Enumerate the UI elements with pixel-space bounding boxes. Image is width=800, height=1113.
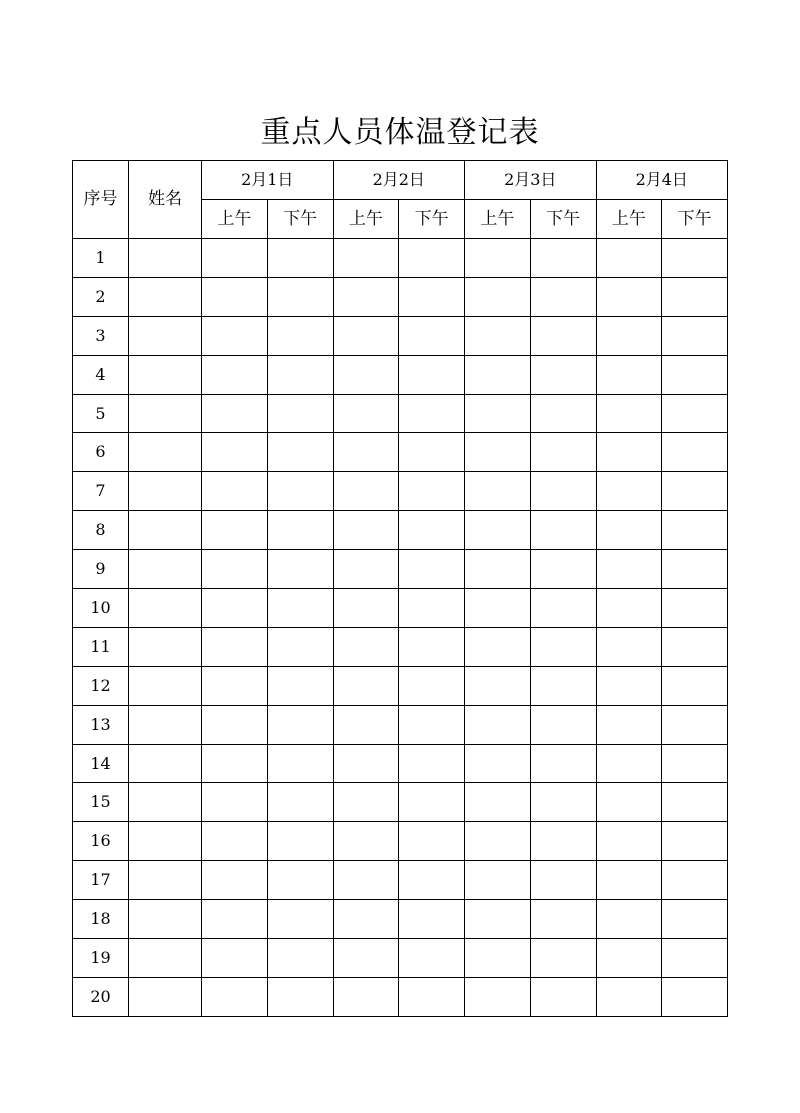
header-name: 姓名 xyxy=(129,161,202,239)
temp-cell-day3-am[interactable] xyxy=(465,277,531,316)
row-seq: 19 xyxy=(73,939,129,978)
temp-cell-day1-am[interactable] xyxy=(202,511,268,550)
temp-cell-day2-am[interactable] xyxy=(333,900,399,939)
temp-cell-day4-pm[interactable] xyxy=(662,861,728,900)
temp-cell-day1-am[interactable] xyxy=(202,589,268,628)
temp-cell-day2-am[interactable] xyxy=(333,433,399,472)
temp-cell-day3-am[interactable] xyxy=(465,394,531,433)
table-row xyxy=(73,472,728,511)
temp-cell-day1-am[interactable] xyxy=(202,355,268,394)
temp-cell-day1-am[interactable] xyxy=(202,316,268,355)
temp-cell-day2-am[interactable] xyxy=(333,939,399,978)
temp-cell-day2-pm[interactable] xyxy=(399,394,465,433)
temp-cell-day2-am[interactable] xyxy=(333,589,399,628)
temp-cell-day1-pm[interactable] xyxy=(267,472,333,511)
temp-cell-day4-pm[interactable] xyxy=(662,627,728,666)
temp-cell-day2-am[interactable] xyxy=(333,511,399,550)
name-cell[interactable] xyxy=(129,666,202,705)
temp-cell-day2-am[interactable] xyxy=(333,355,399,394)
temp-cell-day4-am[interactable] xyxy=(596,900,662,939)
table-row xyxy=(73,861,728,900)
temp-cell-day4-pm[interactable] xyxy=(662,472,728,511)
row-seq: 16 xyxy=(73,822,129,861)
temp-cell-day4-am[interactable] xyxy=(596,472,662,511)
header-row-dates xyxy=(73,161,728,200)
temp-cell-day2-pm[interactable] xyxy=(399,239,465,278)
row-seq: 15 xyxy=(73,783,129,822)
temp-cell-day2-pm[interactable] xyxy=(399,705,465,744)
row-seq: 13 xyxy=(73,705,129,744)
temp-cell-day4-pm[interactable] xyxy=(662,705,728,744)
temp-cell-day3-pm[interactable] xyxy=(530,239,596,278)
table-row xyxy=(73,277,728,316)
header-pm: 下午 xyxy=(399,200,465,239)
row-seq: 10 xyxy=(73,589,129,628)
temp-cell-day3-am[interactable] xyxy=(465,627,531,666)
temp-cell-day4-am[interactable] xyxy=(596,433,662,472)
temp-cell-day1-pm[interactable] xyxy=(267,977,333,1016)
temp-cell-day4-am[interactable] xyxy=(596,939,662,978)
row-seq: 9 xyxy=(73,550,129,589)
temp-cell-day3-pm[interactable] xyxy=(530,666,596,705)
temp-cell-day1-pm[interactable] xyxy=(267,394,333,433)
temp-cell-day2-am[interactable] xyxy=(333,394,399,433)
row-seq: 11 xyxy=(73,627,129,666)
temp-cell-day1-pm[interactable] xyxy=(267,355,333,394)
temp-cell-day3-pm[interactable] xyxy=(530,705,596,744)
temp-cell-day2-am[interactable] xyxy=(333,822,399,861)
temp-cell-day4-am[interactable] xyxy=(596,666,662,705)
name-cell[interactable] xyxy=(129,511,202,550)
temp-cell-day4-am[interactable] xyxy=(596,239,662,278)
name-cell[interactable] xyxy=(129,861,202,900)
name-cell[interactable] xyxy=(129,822,202,861)
temp-cell-day4-pm[interactable] xyxy=(662,744,728,783)
temp-cell-day2-pm[interactable] xyxy=(399,355,465,394)
temp-cell-day1-pm[interactable] xyxy=(267,277,333,316)
temp-cell-day3-am[interactable] xyxy=(465,355,531,394)
header-date-1: 2月1日 xyxy=(202,161,334,200)
temp-cell-day2-pm[interactable] xyxy=(399,627,465,666)
header-am: 上午 xyxy=(596,200,662,239)
row-seq: 18 xyxy=(73,900,129,939)
temp-cell-day4-am[interactable] xyxy=(596,977,662,1016)
temp-cell-day4-pm[interactable] xyxy=(662,239,728,278)
table-row xyxy=(73,666,728,705)
temp-cell-day2-pm[interactable] xyxy=(399,472,465,511)
table-row xyxy=(73,550,728,589)
name-cell[interactable] xyxy=(129,589,202,628)
table-row xyxy=(73,316,728,355)
name-cell[interactable] xyxy=(129,939,202,978)
temp-cell-day4-am[interactable] xyxy=(596,511,662,550)
temp-cell-day1-pm[interactable] xyxy=(267,433,333,472)
temp-cell-day4-pm[interactable] xyxy=(662,666,728,705)
header-pm: 下午 xyxy=(530,200,596,239)
temp-cell-day2-pm[interactable] xyxy=(399,822,465,861)
temp-cell-day3-pm[interactable] xyxy=(530,861,596,900)
temp-cell-day1-am[interactable] xyxy=(202,744,268,783)
table-row xyxy=(73,939,728,978)
temp-cell-day4-pm[interactable] xyxy=(662,977,728,1016)
table-row xyxy=(73,511,728,550)
temp-cell-day2-am[interactable] xyxy=(333,550,399,589)
temp-cell-day4-am[interactable] xyxy=(596,861,662,900)
temp-cell-day2-pm[interactable] xyxy=(399,744,465,783)
temp-cell-day1-am[interactable] xyxy=(202,900,268,939)
temp-cell-day3-pm[interactable] xyxy=(530,627,596,666)
header-am: 上午 xyxy=(333,200,399,239)
temp-cell-day4-am[interactable] xyxy=(596,822,662,861)
temp-cell-day1-pm[interactable] xyxy=(267,316,333,355)
temp-cell-day3-pm[interactable] xyxy=(530,355,596,394)
temp-cell-day1-am[interactable] xyxy=(202,394,268,433)
temp-cell-day1-am[interactable] xyxy=(202,550,268,589)
name-cell[interactable] xyxy=(129,550,202,589)
temp-cell-day3-am[interactable] xyxy=(465,822,531,861)
table-row xyxy=(73,822,728,861)
temp-cell-day1-am[interactable] xyxy=(202,627,268,666)
temp-cell-day1-am[interactable] xyxy=(202,705,268,744)
name-cell[interactable] xyxy=(129,783,202,822)
temp-cell-day1-pm[interactable] xyxy=(267,627,333,666)
temp-cell-day4-am[interactable] xyxy=(596,355,662,394)
row-seq: 8 xyxy=(73,511,129,550)
temp-cell-day2-am[interactable] xyxy=(333,239,399,278)
row-seq: 20 xyxy=(73,977,129,1016)
temp-cell-day3-am[interactable] xyxy=(465,861,531,900)
temp-cell-day1-am[interactable] xyxy=(202,977,268,1016)
temp-cell-day2-pm[interactable] xyxy=(399,316,465,355)
temp-cell-day2-am[interactable] xyxy=(333,316,399,355)
table-body xyxy=(73,239,728,1017)
temp-cell-day4-pm[interactable] xyxy=(662,394,728,433)
temp-cell-day2-am[interactable] xyxy=(333,472,399,511)
temp-cell-day4-am[interactable] xyxy=(596,550,662,589)
temp-cell-day3-am[interactable] xyxy=(465,705,531,744)
name-cell[interactable] xyxy=(129,472,202,511)
row-seq: 17 xyxy=(73,861,129,900)
temperature-register-table xyxy=(72,160,728,1017)
temp-cell-day3-pm[interactable] xyxy=(530,472,596,511)
temp-cell-day3-pm[interactable] xyxy=(530,394,596,433)
temp-cell-day3-am[interactable] xyxy=(465,239,531,278)
temp-cell-day2-pm[interactable] xyxy=(399,861,465,900)
temp-cell-day3-pm[interactable] xyxy=(530,433,596,472)
temp-cell-day3-am[interactable] xyxy=(465,316,531,355)
temp-cell-day3-pm[interactable] xyxy=(530,977,596,1016)
header-date-3: 2月3日 xyxy=(465,161,597,200)
temp-cell-day3-am[interactable] xyxy=(465,589,531,628)
table-row xyxy=(73,977,728,1016)
header-pm: 下午 xyxy=(267,200,333,239)
temp-cell-day1-am[interactable] xyxy=(202,783,268,822)
temp-cell-day2-am[interactable] xyxy=(333,977,399,1016)
temp-cell-day3-am[interactable] xyxy=(465,472,531,511)
temp-cell-day4-am[interactable] xyxy=(596,744,662,783)
temp-cell-day3-am[interactable] xyxy=(465,939,531,978)
temp-cell-day3-pm[interactable] xyxy=(530,277,596,316)
temp-cell-day3-pm[interactable] xyxy=(530,900,596,939)
temp-cell-day1-am[interactable] xyxy=(202,277,268,316)
temp-cell-day3-pm[interactable] xyxy=(530,316,596,355)
temp-cell-day2-am[interactable] xyxy=(333,744,399,783)
temp-cell-day3-pm[interactable] xyxy=(530,550,596,589)
name-cell[interactable] xyxy=(129,627,202,666)
temp-cell-day1-pm[interactable] xyxy=(267,744,333,783)
temp-cell-day1-pm[interactable] xyxy=(267,511,333,550)
temp-cell-day2-pm[interactable] xyxy=(399,939,465,978)
temp-cell-day3-pm[interactable] xyxy=(530,939,596,978)
temp-cell-day1-am[interactable] xyxy=(202,666,268,705)
temp-cell-day2-pm[interactable] xyxy=(399,550,465,589)
temp-cell-day2-am[interactable] xyxy=(333,666,399,705)
temp-cell-day4-pm[interactable] xyxy=(662,589,728,628)
row-seq: 1 xyxy=(73,239,129,278)
table-row xyxy=(73,783,728,822)
temp-cell-day4-am[interactable] xyxy=(596,589,662,628)
table-row xyxy=(73,239,728,278)
table-row xyxy=(73,900,728,939)
temp-cell-day1-am[interactable] xyxy=(202,861,268,900)
temp-cell-day1-am[interactable] xyxy=(202,239,268,278)
temp-cell-day1-am[interactable] xyxy=(202,822,268,861)
name-cell[interactable] xyxy=(129,316,202,355)
temp-cell-day1-pm[interactable] xyxy=(267,589,333,628)
temp-cell-day2-am[interactable] xyxy=(333,705,399,744)
temp-cell-day4-pm[interactable] xyxy=(662,550,728,589)
temp-cell-day2-pm[interactable] xyxy=(399,589,465,628)
temp-cell-day3-pm[interactable] xyxy=(530,744,596,783)
temp-cell-day4-pm[interactable] xyxy=(662,822,728,861)
temp-cell-day4-pm[interactable] xyxy=(662,355,728,394)
temp-cell-day2-am[interactable] xyxy=(333,783,399,822)
temp-cell-day2-am[interactable] xyxy=(333,861,399,900)
temp-cell-day3-am[interactable] xyxy=(465,783,531,822)
temp-cell-day4-pm[interactable] xyxy=(662,433,728,472)
name-cell[interactable] xyxy=(129,900,202,939)
row-seq: 3 xyxy=(73,316,129,355)
temp-cell-day2-am[interactable] xyxy=(333,277,399,316)
temp-cell-day1-pm[interactable] xyxy=(267,239,333,278)
name-cell[interactable] xyxy=(129,277,202,316)
row-seq: 6 xyxy=(73,433,129,472)
row-seq: 4 xyxy=(73,355,129,394)
table-row xyxy=(73,744,728,783)
page-title: 重点人员体温登记表 xyxy=(260,115,540,150)
temp-cell-day4-pm[interactable] xyxy=(662,900,728,939)
temp-cell-day1-pm[interactable] xyxy=(267,550,333,589)
row-seq: 5 xyxy=(73,394,129,433)
temp-cell-day3-am[interactable] xyxy=(465,666,531,705)
temp-cell-day3-pm[interactable] xyxy=(530,783,596,822)
table-row xyxy=(73,627,728,666)
header-am: 上午 xyxy=(465,200,531,239)
row-seq: 7 xyxy=(73,472,129,511)
temp-cell-day2-pm[interactable] xyxy=(399,783,465,822)
temp-cell-day1-am[interactable] xyxy=(202,433,268,472)
temp-cell-day4-am[interactable] xyxy=(596,277,662,316)
temp-cell-day3-pm[interactable] xyxy=(530,822,596,861)
temp-cell-day4-pm[interactable] xyxy=(662,939,728,978)
row-seq: 2 xyxy=(73,277,129,316)
temp-cell-day2-am[interactable] xyxy=(333,627,399,666)
table-row xyxy=(73,394,728,433)
temp-cell-day3-am[interactable] xyxy=(465,433,531,472)
temp-cell-day4-am[interactable] xyxy=(596,316,662,355)
table-row xyxy=(73,355,728,394)
temp-cell-day3-am[interactable] xyxy=(465,550,531,589)
header-pm: 下午 xyxy=(662,200,728,239)
name-cell[interactable] xyxy=(129,744,202,783)
temp-cell-day1-am[interactable] xyxy=(202,939,268,978)
temp-cell-day4-pm[interactable] xyxy=(662,511,728,550)
temp-cell-day3-am[interactable] xyxy=(465,900,531,939)
row-seq: 12 xyxy=(73,666,129,705)
temp-cell-day3-pm[interactable] xyxy=(530,589,596,628)
header-seq: 序号 xyxy=(73,161,129,239)
temp-cell-day2-pm[interactable] xyxy=(399,900,465,939)
temp-cell-day4-am[interactable] xyxy=(596,783,662,822)
header-am: 上午 xyxy=(202,200,268,239)
temp-cell-day2-pm[interactable] xyxy=(399,277,465,316)
temp-cell-day1-am[interactable] xyxy=(202,472,268,511)
temp-cell-day1-pm[interactable] xyxy=(267,666,333,705)
temp-cell-day3-am[interactable] xyxy=(465,744,531,783)
table-row xyxy=(73,705,728,744)
temp-cell-day1-pm[interactable] xyxy=(267,783,333,822)
header-date-2: 2月2日 xyxy=(333,161,465,200)
table-row xyxy=(73,589,728,628)
temp-cell-day1-pm[interactable] xyxy=(267,705,333,744)
temp-cell-day2-pm[interactable] xyxy=(399,977,465,1016)
temp-cell-day1-pm[interactable] xyxy=(267,900,333,939)
name-cell[interactable] xyxy=(129,239,202,278)
temp-cell-day2-pm[interactable] xyxy=(399,666,465,705)
temp-cell-day4-pm[interactable] xyxy=(662,316,728,355)
temp-cell-day3-am[interactable] xyxy=(465,511,531,550)
temp-cell-day4-am[interactable] xyxy=(596,705,662,744)
name-cell[interactable] xyxy=(129,394,202,433)
temp-cell-day4-am[interactable] xyxy=(596,394,662,433)
temp-cell-day3-am[interactable] xyxy=(465,977,531,1016)
name-cell[interactable] xyxy=(129,433,202,472)
temp-cell-day4-pm[interactable] xyxy=(662,277,728,316)
name-cell[interactable] xyxy=(129,977,202,1016)
temp-cell-day1-pm[interactable] xyxy=(267,939,333,978)
temp-cell-day3-pm[interactable] xyxy=(530,511,596,550)
temp-cell-day1-pm[interactable] xyxy=(267,861,333,900)
temp-cell-day2-pm[interactable] xyxy=(399,433,465,472)
name-cell[interactable] xyxy=(129,355,202,394)
temp-cell-day4-am[interactable] xyxy=(596,627,662,666)
header-date-4: 2月4日 xyxy=(596,161,728,200)
temp-cell-day4-pm[interactable] xyxy=(662,783,728,822)
temp-cell-day2-pm[interactable] xyxy=(399,511,465,550)
table-row xyxy=(73,433,728,472)
temp-cell-day1-pm[interactable] xyxy=(267,822,333,861)
name-cell[interactable] xyxy=(129,705,202,744)
row-seq: 14 xyxy=(73,744,129,783)
